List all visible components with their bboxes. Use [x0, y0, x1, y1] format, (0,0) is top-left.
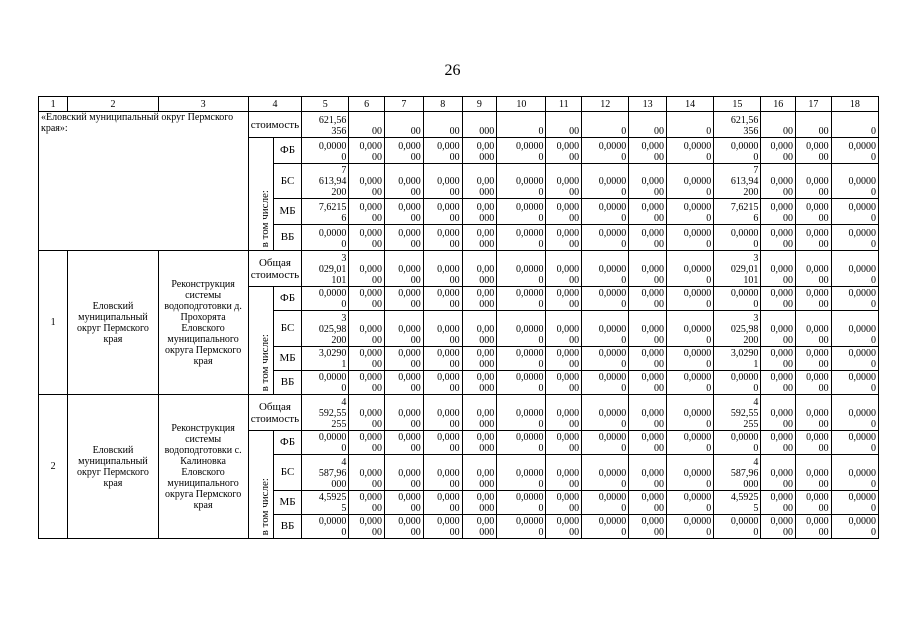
value-cell: 0,000 00 — [423, 138, 462, 164]
value-cell: 4,5925 5 — [714, 491, 761, 515]
page-number: 26 — [444, 62, 461, 79]
value-cell: 0,000 00 — [761, 311, 796, 347]
value-cell: 0,000 00 — [629, 515, 667, 539]
value-cell: 0,000 00 — [385, 371, 424, 395]
value-cell: 0,0000 0 — [831, 311, 878, 347]
value-cell: 00 — [629, 112, 667, 138]
value-cell: 0,000 00 — [629, 371, 667, 395]
value-cell: 0,000 00 — [349, 287, 385, 311]
value-cell: 0,0000 0 — [667, 371, 714, 395]
value-cell: 0,000 00 — [796, 491, 832, 515]
value-cell: 0,0000 0 — [497, 225, 546, 251]
value-cell: 3 029,01 101 — [714, 251, 761, 287]
value-cell: 00 — [385, 112, 424, 138]
value-cell: 0,000 00 — [385, 311, 424, 347]
value-cell: 0,00 000 — [462, 395, 497, 431]
table-row — [39, 112, 879, 138]
value-cell: 0,0000 0 — [302, 371, 349, 395]
value-cell: 00 — [796, 112, 832, 138]
value-cell: 0,000 00 — [629, 251, 667, 287]
value-cell: 0,000 00 — [796, 431, 832, 455]
value-cell: 0,000 00 — [546, 491, 582, 515]
value-cell: 0,0000 0 — [831, 347, 878, 371]
funding-source-4: ВБ — [273, 515, 301, 539]
column-header-6: 6 — [349, 97, 385, 112]
value-cell: 0,000 00 — [423, 287, 462, 311]
value-cell: 0,000 00 — [761, 287, 796, 311]
value-cell: 0,000 00 — [385, 347, 424, 371]
value-cell: 0,000 00 — [349, 225, 385, 251]
value-cell: 0,000 00 — [796, 138, 832, 164]
in-total-label: в том числе: — [248, 138, 273, 251]
value-cell: 0,000 00 — [423, 164, 462, 199]
value-cell: 0,0000 0 — [831, 515, 878, 539]
value-cell: 0,00 000 — [462, 455, 497, 491]
value-cell: 0,0000 0 — [667, 491, 714, 515]
table-row — [39, 251, 879, 287]
value-cell: 4 587,96 000 — [302, 455, 349, 491]
value-cell: 0,0000 0 — [582, 138, 629, 164]
value-cell: 0,000 00 — [423, 199, 462, 225]
value-cell: 0,000 00 — [385, 395, 424, 431]
total-cost-label: Общая стоимость — [248, 395, 301, 431]
value-cell: 0,0000 0 — [831, 371, 878, 395]
value-cell: 00 — [761, 112, 796, 138]
value-cell: 0,0000 0 — [302, 431, 349, 455]
value-cell: 0,0000 0 — [667, 431, 714, 455]
value-cell: 0,0000 0 — [497, 431, 546, 455]
value-cell: 0,000 00 — [796, 287, 832, 311]
value-cell: 0,000 00 — [761, 347, 796, 371]
value-cell: 0 — [831, 112, 878, 138]
value-cell: 0,000 00 — [796, 164, 832, 199]
column-header-1: 1 — [39, 97, 68, 112]
value-cell: 0,000 00 — [385, 431, 424, 455]
value-cell: 0,000 00 — [423, 395, 462, 431]
value-cell: 0,0000 0 — [831, 491, 878, 515]
column-header-11: 11 — [546, 97, 582, 112]
value-cell: 0,000 00 — [349, 164, 385, 199]
value-cell: 0,0000 0 — [302, 225, 349, 251]
value-cell: 0,0000 0 — [497, 515, 546, 539]
project-number: 1 — [39, 251, 68, 395]
column-header-12: 12 — [582, 97, 629, 112]
column-header-10: 10 — [497, 97, 546, 112]
value-cell: 0,0000 0 — [497, 164, 546, 199]
value-cell: 0,000 00 — [796, 347, 832, 371]
value-cell: 0,0000 0 — [831, 431, 878, 455]
value-cell: 4 592,55 255 — [302, 395, 349, 431]
value-cell: 0,000 00 — [629, 347, 667, 371]
value-cell: 0,000 00 — [546, 371, 582, 395]
value-cell: 0 — [497, 112, 546, 138]
value-cell: 0,000 00 — [761, 491, 796, 515]
value-cell: 0,000 00 — [349, 138, 385, 164]
value-cell: 0,000 00 — [546, 138, 582, 164]
funding-source-3: МБ — [273, 347, 301, 371]
value-cell: 0,000 00 — [546, 287, 582, 311]
value-cell: 0,0000 0 — [831, 287, 878, 311]
value-cell: 0,000 00 — [546, 199, 582, 225]
value-cell: 0,0000 0 — [497, 287, 546, 311]
value-cell: 0,000 00 — [761, 371, 796, 395]
value-cell: 3,0290 1 — [714, 347, 761, 371]
column-header-4: 4 — [248, 97, 301, 112]
value-cell: 0,0000 0 — [497, 138, 546, 164]
project-municipality: Еловский муниципальный округ Пермского края — [68, 251, 158, 395]
value-cell: 000 — [462, 112, 497, 138]
value-cell: 0,000 00 — [629, 395, 667, 431]
value-cell: 0,0000 0 — [302, 138, 349, 164]
value-cell: 0,0000 0 — [497, 371, 546, 395]
value-cell: 0,000 00 — [629, 225, 667, 251]
column-header-14: 14 — [667, 97, 714, 112]
summary-title: «Еловский муниципальный округ Пермского края»: — [39, 112, 249, 251]
value-cell: 0,0000 0 — [667, 138, 714, 164]
value-cell: 0,0000 0 — [582, 491, 629, 515]
value-cell: 0,0000 0 — [582, 515, 629, 539]
value-cell: 0,000 00 — [761, 199, 796, 225]
value-cell: 0,000 00 — [629, 138, 667, 164]
value-cell: 0,0000 0 — [714, 431, 761, 455]
value-cell: 0,000 00 — [385, 225, 424, 251]
value-cell: 0,000 00 — [796, 225, 832, 251]
value-cell: 0,000 00 — [546, 431, 582, 455]
column-header-5: 5 — [302, 97, 349, 112]
column-header-16: 16 — [761, 97, 796, 112]
value-cell: 0,0000 0 — [302, 515, 349, 539]
value-cell: 0,000 00 — [796, 251, 832, 287]
project-number: 2 — [39, 395, 68, 539]
value-cell: 0,0000 0 — [302, 287, 349, 311]
value-cell: 0,00 000 — [462, 347, 497, 371]
value-cell: 0,000 00 — [761, 251, 796, 287]
value-cell: 0,000 00 — [761, 515, 796, 539]
value-cell: 0,0000 0 — [714, 371, 761, 395]
value-cell: 0,0000 0 — [497, 395, 546, 431]
value-cell: 0,00 000 — [462, 287, 497, 311]
value-cell: 0,000 00 — [423, 311, 462, 347]
funding-source-2: БС — [273, 164, 301, 199]
value-cell: 0,0000 0 — [497, 491, 546, 515]
value-cell: 00 — [423, 112, 462, 138]
value-cell: 0,000 00 — [349, 491, 385, 515]
value-cell: 0,000 00 — [385, 199, 424, 225]
table-row — [39, 97, 879, 112]
value-cell: 0,000 00 — [546, 311, 582, 347]
value-cell: 0,0000 0 — [497, 455, 546, 491]
value-cell: 0 — [667, 112, 714, 138]
value-cell: 3 025,98 200 — [302, 311, 349, 347]
value-cell: 0,0000 0 — [497, 311, 546, 347]
value-cell: 3,0290 1 — [302, 347, 349, 371]
value-cell: 0,0000 0 — [831, 251, 878, 287]
value-cell: 4 587,96 000 — [714, 455, 761, 491]
value-cell: 0,0000 0 — [582, 287, 629, 311]
column-header-15: 15 — [714, 97, 761, 112]
value-cell: 0,00 000 — [462, 311, 497, 347]
value-cell: 0,000 00 — [796, 395, 832, 431]
value-cell: 0,000 00 — [423, 225, 462, 251]
value-cell: 0,0000 0 — [582, 371, 629, 395]
value-cell: 7 613,94 200 — [302, 164, 349, 199]
value-cell: 0,0000 0 — [582, 199, 629, 225]
value-cell: 0,0000 0 — [667, 164, 714, 199]
value-cell: 0,000 00 — [423, 347, 462, 371]
value-cell: 0,000 00 — [385, 251, 424, 287]
value-cell: 0,000 00 — [629, 431, 667, 455]
value-cell: 0,0000 0 — [831, 138, 878, 164]
value-cell: 0,000 00 — [385, 515, 424, 539]
value-cell: 0,000 00 — [423, 491, 462, 515]
value-cell: 0,000 00 — [349, 371, 385, 395]
value-cell: 0,0000 0 — [582, 164, 629, 199]
value-cell: 0,00 000 — [462, 225, 497, 251]
value-cell: 0,000 00 — [423, 371, 462, 395]
column-header-7: 7 — [385, 97, 424, 112]
in-total-label: в том числе: — [248, 287, 273, 395]
value-cell: 0,000 00 — [761, 395, 796, 431]
value-cell: 0,000 00 — [349, 515, 385, 539]
value-cell: 0 — [582, 112, 629, 138]
value-cell: 0,0000 0 — [582, 455, 629, 491]
value-cell: 0,0000 0 — [714, 515, 761, 539]
value-cell: 0,000 00 — [629, 491, 667, 515]
value-cell: 0,0000 0 — [582, 395, 629, 431]
value-cell: 00 — [546, 112, 582, 138]
value-cell: 0,0000 0 — [667, 225, 714, 251]
value-cell: 0,000 00 — [423, 251, 462, 287]
value-cell: 0,000 00 — [385, 138, 424, 164]
value-cell: 0,000 00 — [761, 164, 796, 199]
value-cell: 0,000 00 — [629, 455, 667, 491]
value-cell: 0,0000 0 — [714, 138, 761, 164]
value-cell: 0,000 00 — [629, 199, 667, 225]
value-cell: 0,0000 0 — [714, 225, 761, 251]
value-cell: 0,000 00 — [546, 251, 582, 287]
value-cell: 0,000 00 — [423, 455, 462, 491]
value-cell: 0,000 00 — [385, 164, 424, 199]
value-cell: 0,000 00 — [546, 515, 582, 539]
value-cell: 0,000 00 — [349, 431, 385, 455]
value-cell: 0,0000 0 — [831, 395, 878, 431]
project-description: Реконструкция системы водоподготовки с. Калиновка Еловского муниципального округа Пермского края — [158, 395, 248, 539]
in-total-label: в том числе: — [248, 431, 273, 539]
column-header-18: 18 — [831, 97, 878, 112]
value-cell: 0,000 00 — [546, 395, 582, 431]
value-cell: 7,6215 6 — [714, 199, 761, 225]
table-row — [39, 395, 879, 431]
project-description: Реконструкция системы водоподготовки д. Прохорята Еловского муниципального округа Пермского края — [158, 251, 248, 395]
value-cell: 0,000 00 — [349, 199, 385, 225]
value-cell: 0,00 000 — [462, 491, 497, 515]
value-cell: 0,000 00 — [423, 515, 462, 539]
value-cell: 0,000 00 — [629, 164, 667, 199]
funding-source-4: ВБ — [273, 225, 301, 251]
value-cell: 3 029,01 101 — [302, 251, 349, 287]
value-cell: 0,000 00 — [385, 455, 424, 491]
funding-source-1: ФБ — [273, 431, 301, 455]
column-header-9: 9 — [462, 97, 497, 112]
funding-source-1: ФБ — [273, 287, 301, 311]
value-cell: 0,0000 0 — [582, 347, 629, 371]
value-cell: 0,0000 0 — [667, 395, 714, 431]
financing-table — [38, 96, 879, 539]
value-cell: 0,00 000 — [462, 515, 497, 539]
value-cell: 0,0000 0 — [831, 225, 878, 251]
value-cell: 0,000 00 — [629, 287, 667, 311]
project-municipality: Еловский муниципальный округ Пермского края — [68, 395, 158, 539]
funding-source-1: ФБ — [273, 138, 301, 164]
value-cell: 0,000 00 — [796, 199, 832, 225]
value-cell: 0,000 00 — [761, 431, 796, 455]
value-cell: 0,000 00 — [349, 311, 385, 347]
value-cell: 0,0000 0 — [667, 199, 714, 225]
value-cell: 0,0000 0 — [667, 347, 714, 371]
value-cell: 0,00 000 — [462, 371, 497, 395]
funding-source-3: МБ — [273, 491, 301, 515]
value-cell: 0,000 00 — [629, 311, 667, 347]
column-header-8: 8 — [423, 97, 462, 112]
value-cell: 0,000 00 — [546, 347, 582, 371]
value-cell: 00 — [349, 112, 385, 138]
cost-label: стоимость — [248, 112, 301, 138]
value-cell: 0,000 00 — [796, 371, 832, 395]
value-cell: 0,0000 0 — [714, 287, 761, 311]
value-cell: 0,0000 0 — [667, 311, 714, 347]
value-cell: 621,56 356 — [714, 112, 761, 138]
value-cell: 0,0000 0 — [497, 199, 546, 225]
value-cell: 0,000 00 — [349, 455, 385, 491]
value-cell: 0,000 00 — [761, 225, 796, 251]
column-header-2: 2 — [68, 97, 158, 112]
value-cell: 0,000 00 — [796, 455, 832, 491]
value-cell: 0,00 000 — [462, 138, 497, 164]
value-cell: 0,0000 0 — [667, 251, 714, 287]
value-cell: 0,000 00 — [796, 515, 832, 539]
value-cell: 0,000 00 — [546, 455, 582, 491]
value-cell: 0,00 000 — [462, 251, 497, 287]
value-cell: 0,000 00 — [761, 455, 796, 491]
value-cell: 0,000 00 — [349, 347, 385, 371]
column-header-17: 17 — [796, 97, 832, 112]
funding-source-2: БС — [273, 311, 301, 347]
value-cell: 0,000 00 — [546, 225, 582, 251]
value-cell: 0,000 00 — [796, 311, 832, 347]
value-cell: 0,0000 0 — [667, 515, 714, 539]
value-cell: 0,000 00 — [349, 251, 385, 287]
value-cell: 0,000 00 — [546, 164, 582, 199]
value-cell: 0,0000 0 — [831, 164, 878, 199]
value-cell: 7,6215 6 — [302, 199, 349, 225]
value-cell: 0,00 000 — [462, 431, 497, 455]
value-cell: 0,00 000 — [462, 164, 497, 199]
total-cost-label: Общая стоимость — [248, 251, 301, 287]
funding-source-3: МБ — [273, 199, 301, 225]
value-cell: 0,0000 0 — [667, 287, 714, 311]
column-header-13: 13 — [629, 97, 667, 112]
value-cell: 0,000 00 — [385, 491, 424, 515]
value-cell: 0,000 00 — [761, 138, 796, 164]
value-cell: 621,56 356 — [302, 112, 349, 138]
funding-source-4: ВБ — [273, 371, 301, 395]
value-cell: 0,000 00 — [349, 395, 385, 431]
value-cell: 0,0000 0 — [497, 251, 546, 287]
value-cell: 0,000 00 — [385, 287, 424, 311]
value-cell: 0,0000 0 — [497, 347, 546, 371]
value-cell: 0,000 00 — [423, 431, 462, 455]
value-cell: 0,00 000 — [462, 199, 497, 225]
value-cell: 0,0000 0 — [667, 455, 714, 491]
value-cell: 4 592,55 255 — [714, 395, 761, 431]
column-header-3: 3 — [158, 97, 248, 112]
value-cell: 7 613,94 200 — [714, 164, 761, 199]
value-cell: 0,0000 0 — [831, 455, 878, 491]
value-cell: 0,0000 0 — [831, 199, 878, 225]
funding-source-2: БС — [273, 455, 301, 491]
value-cell: 4,5925 5 — [302, 491, 349, 515]
value-cell: 0,0000 0 — [582, 431, 629, 455]
value-cell: 0,0000 0 — [582, 225, 629, 251]
value-cell: 0,0000 0 — [582, 251, 629, 287]
value-cell: 0,0000 0 — [582, 311, 629, 347]
value-cell: 3 025,98 200 — [714, 311, 761, 347]
